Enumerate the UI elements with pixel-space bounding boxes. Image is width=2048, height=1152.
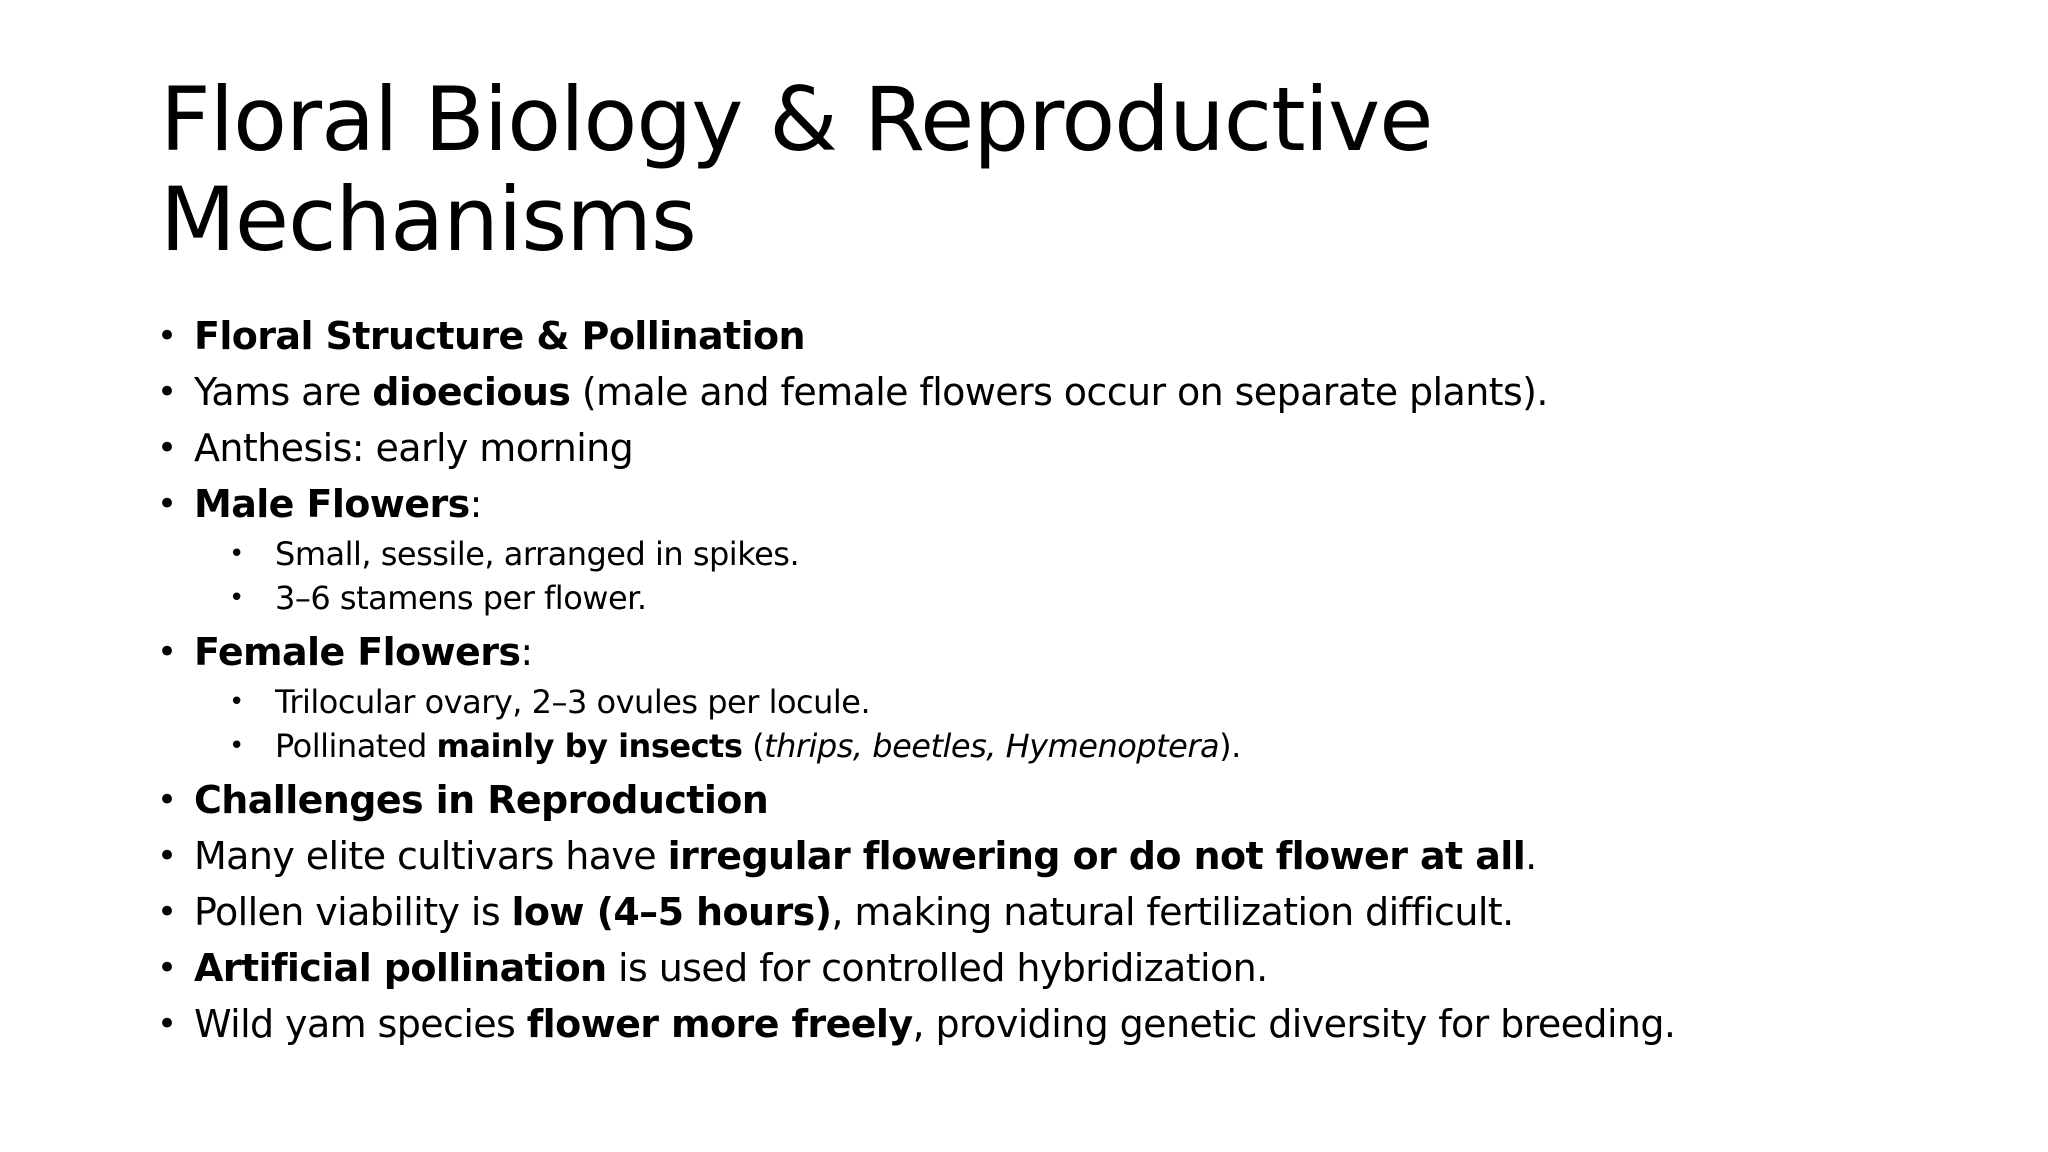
bullet-floral-structure bbox=[157, 308, 1957, 364]
sub-bullet-male-2 bbox=[157, 576, 1957, 620]
sub-bullet-dot: • bbox=[229, 539, 244, 569]
sub-bullet-text: Pollinated bbox=[275, 727, 437, 765]
bullet-dot: • bbox=[157, 780, 177, 820]
sub-bullet-text: Trilocular ovary, 2–3 ovules per locule. bbox=[275, 683, 871, 721]
bullet-list bbox=[157, 308, 1957, 1052]
bullet-heading: Female Flowers bbox=[194, 630, 521, 674]
bullet-text: (male and female flowers occur on separate plants). bbox=[570, 370, 1548, 414]
bullet-dioecious bbox=[157, 364, 1957, 420]
bullet-text: , making natural fertilization difficult. bbox=[831, 890, 1514, 934]
sub-bullet-dot: • bbox=[229, 583, 244, 613]
bullet-dot: • bbox=[157, 428, 177, 468]
sub-bullet-text: 3–6 stamens per flower. bbox=[275, 579, 647, 617]
sub-bullet-male-1 bbox=[157, 532, 1957, 576]
bullet-text: is used for controlled hybridization. bbox=[606, 946, 1268, 990]
female-flowers-sublist bbox=[157, 680, 1957, 768]
male-flowers-sublist bbox=[157, 532, 1957, 620]
sub-bullet-text: ). bbox=[1219, 727, 1241, 765]
bullet-challenges bbox=[157, 772, 1957, 828]
male-flowers-sublist-wrapper bbox=[157, 532, 1957, 620]
bullet-heading: Male Flowers bbox=[194, 482, 470, 526]
bullet-emphasis: Artificial pollination bbox=[194, 946, 607, 990]
bullet-dot: • bbox=[157, 836, 177, 876]
sub-bullet-text: Small, sessile, arranged in spikes. bbox=[275, 535, 800, 573]
bullet-male-flowers bbox=[157, 476, 1957, 532]
bullet-heading: Floral Structure & Pollination bbox=[194, 314, 805, 358]
bullet-dot: • bbox=[157, 892, 177, 932]
bullet-text: . bbox=[1525, 834, 1537, 878]
bullet-dot: • bbox=[157, 316, 177, 356]
sub-bullet-dot: • bbox=[229, 731, 244, 761]
sub-bullet-text: ( bbox=[742, 727, 765, 765]
bullet-text: Anthesis: early morning bbox=[194, 426, 634, 470]
slide-title bbox=[160, 70, 1920, 270]
bullet-text: Many elite cultivars have bbox=[194, 834, 668, 878]
bullet-colon: : bbox=[520, 630, 533, 674]
bullet-text: Wild yam species bbox=[194, 1002, 527, 1046]
title-line-2: Mechanisms bbox=[160, 168, 696, 271]
bullet-emphasis: dioecious bbox=[372, 370, 571, 414]
sub-bullet-italic: thrips, beetles, Hymenoptera bbox=[764, 727, 1220, 765]
bullet-female-flowers bbox=[157, 624, 1957, 680]
bullet-emphasis: irregular flowering or do not flower at all bbox=[667, 834, 1526, 878]
bullet-dot: • bbox=[157, 372, 177, 412]
bullet-artificial-pollination bbox=[157, 940, 1957, 996]
bullet-text: Yams are bbox=[194, 370, 373, 414]
bullet-dot: • bbox=[157, 484, 177, 524]
title-line-1: Floral Biology & Reproductive bbox=[160, 68, 1433, 171]
sub-bullet-emphasis: mainly by insects bbox=[436, 727, 743, 765]
bullet-wild-yam bbox=[157, 996, 1957, 1052]
bullet-dot: • bbox=[157, 632, 177, 672]
bullet-pollen-viability bbox=[157, 884, 1957, 940]
bullet-text: , providing genetic diversity for breeding. bbox=[912, 1002, 1676, 1046]
bullet-dot: • bbox=[157, 1004, 177, 1044]
bullet-text: Pollen viability is bbox=[194, 890, 512, 934]
bullet-elite-cultivars bbox=[157, 828, 1957, 884]
bullet-anthesis bbox=[157, 420, 1957, 476]
bullet-emphasis: low (4–5 hours) bbox=[511, 890, 832, 934]
sub-bullet-dot: • bbox=[229, 687, 244, 717]
female-flowers-sublist-wrapper bbox=[157, 680, 1957, 768]
bullet-emphasis: flower more freely bbox=[526, 1002, 913, 1046]
bullet-colon: : bbox=[469, 482, 482, 526]
sub-bullet-female-1 bbox=[157, 680, 1957, 724]
bullet-heading: Challenges in Reproduction bbox=[194, 778, 769, 822]
bullet-dot: • bbox=[157, 948, 177, 988]
sub-bullet-female-2 bbox=[157, 724, 1957, 768]
